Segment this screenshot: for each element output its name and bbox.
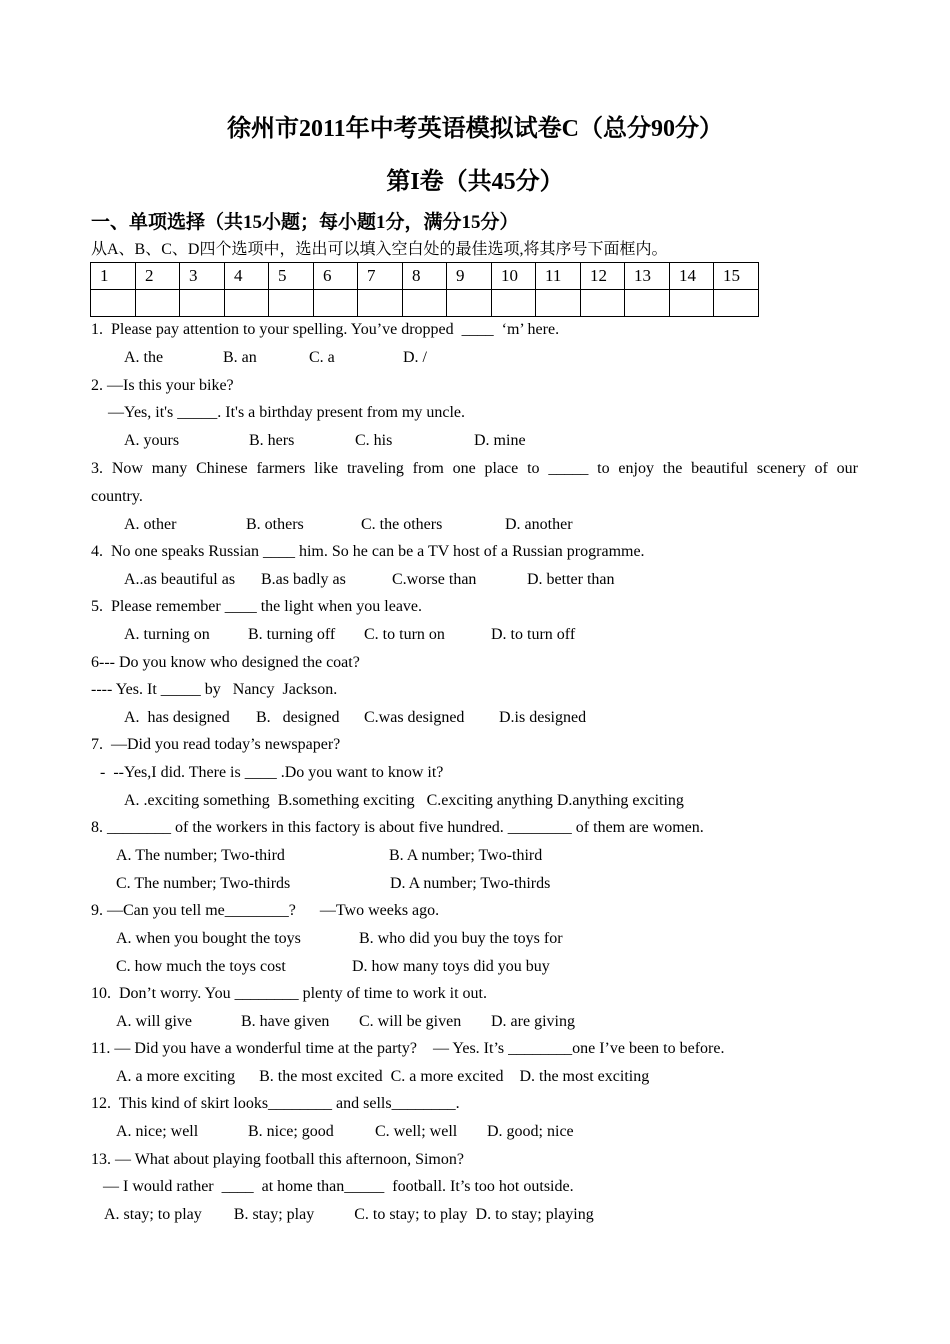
question-1-option-c: C. a [309,349,335,366]
question-8-stem: 8. ________ of the workers in this factory is about five hundred. ________ of them are women. [91,819,704,836]
question-2-stem: 2. —Is this your bike? [91,377,234,394]
question-3-option-d: D. another [505,516,573,533]
question-13-stem: 13. — What about playing football this afternoon, Simon? [91,1151,464,1168]
question-1-option-a: A. the [124,349,164,366]
question-7-stem: 7. —Did you read today’s newspaper? [91,736,341,753]
question-7-stem-line-2: - --Yes,I did. There is ____ .Do you want to know it? [100,764,444,781]
question-6-option-b: B. designed [256,709,340,726]
answer-blank-cell[interactable] [403,290,447,317]
question-3-stem: 3. Now many Chinese farmers like traveling from one place to _____ to enjoy the beautiful scenery of our [91,460,858,477]
answer-table-blank-row [91,290,759,317]
question-5-option-a: A. turning on [124,626,210,643]
answer-number-cell: 9 [447,263,492,290]
question-4-option-a: A..as beautiful as [124,571,236,588]
question-9-stem: 9. —Can you tell me________? —Two weeks ago. [91,902,440,919]
answer-blank-cell[interactable] [314,290,358,317]
answer-number-cell: 12 [581,263,625,290]
question-4-stem: 4. No one speaks Russian ____ him. So he can be a TV host of a Russian programme. [91,543,645,560]
answer-blank-cell[interactable] [447,290,492,317]
answer-number-cell: 13 [625,263,670,290]
answer-number-cell: 8 [403,263,447,290]
question-3-stem-line-2: country. [91,488,143,505]
question-12-option-d: D. good; nice [487,1123,574,1140]
answer-number-cell: 11 [536,263,581,290]
question-11-stem: 11. — Did you have a wonderful time at the party? — Yes. It’s ________one I’ve been to before. [91,1040,725,1057]
answer-number-cell: 3 [180,263,225,290]
question-6-option-d: D.is designed [499,709,587,726]
question-2-option-d: D. mine [474,432,526,449]
exam-title: 徐州市2011年中考英语模拟试卷C（总分90分） [226,116,723,142]
instruction-text: 从A、B、C、D四个选项中，选出可以填入空白处的最佳选项,将其序号下面框内。 [91,241,668,258]
answer-table [90,262,759,317]
question-1-option-b: B. an [223,349,257,366]
answer-blank-cell[interactable] [670,290,714,317]
question-6-option-a: A. has designed [124,709,230,726]
question-12-stem: 12. This kind of skirt looks________ and sells________. [91,1095,460,1112]
answer-number-cell: 4 [225,263,269,290]
answer-number-cell: 5 [269,263,314,290]
question-6-stem-line-2: ---- Yes. It _____ by Nancy Jackson. [91,681,338,698]
question-3-option-a: A. other [124,516,177,533]
answer-blank-cell[interactable] [714,290,759,317]
answer-blank-cell[interactable] [225,290,269,317]
answer-blank-cell[interactable] [358,290,403,317]
question-1-stem: 1. Please pay attention to your spelling. You’ve dropped ____ ‘m’ here. [91,321,560,338]
question-13-options: A. stay; to play B. stay; play C. to stay; to play D. to stay; playing [104,1206,594,1223]
question-8-option-d: D. A number; Two-thirds [390,875,551,892]
question-10-option-d: D. are giving [491,1013,575,1030]
answer-number-cell: 7 [358,263,403,290]
question-8-option-a: A. The number; Two-third [116,847,285,864]
answer-blank-cell[interactable] [625,290,670,317]
answer-number-cell: 6 [314,263,358,290]
question-9-option-d: D. how many toys did you buy [352,958,550,975]
question-5-stem: 5. Please remember ____ the light when you leave. [91,598,423,615]
section-heading: 一、单项选择（共15小题；每小题1分，满分15分） [91,212,519,233]
question-10-option-c: C. will be given [359,1013,462,1030]
question-3-option-c: C. the others [361,516,443,533]
question-10-stem: 10. Don’t worry. You ________ plenty of time to work it out. [91,985,487,1002]
question-13-stem-line-2: — I would rather ____ at home than_____ football. It’s too hot outside. [103,1178,574,1195]
question-4-option-c: C.worse than [392,571,477,588]
question-2-option-c: C. his [355,432,393,449]
answer-number-cell: 1 [91,263,136,290]
answer-blank-cell[interactable] [136,290,180,317]
question-3-option-b: B. others [246,516,304,533]
question-12-option-a: A. nice; well [116,1123,199,1140]
answer-blank-cell[interactable] [180,290,225,317]
part-title: 第I卷（共45分） [386,169,564,195]
answer-number-cell: 10 [492,263,536,290]
question-7-options: A. .exciting something B.something exciting C.exciting anything D.anything exciting [124,792,684,809]
question-8-option-c: C. The number; Two-thirds [116,875,291,892]
question-9-option-c: C. how much the toys cost [116,958,286,975]
question-1-option-d: D. / [403,349,427,366]
question-6-stem: 6--- Do you know who designed the coat? [91,654,360,671]
question-2-stem-line-2: —Yes, it's _____. It's a birthday present from my uncle. [108,404,465,421]
answer-number-cell: 14 [670,263,714,290]
question-12-option-c: C. well; well [375,1123,458,1140]
question-8-option-b: B. A number; Two-third [389,847,543,864]
question-11-options: A. a more exciting B. the most excited C. a more excited D. the most exciting [116,1068,650,1085]
question-5-option-c: C. to turn on [364,626,445,643]
question-5-option-b: B. turning off [248,626,336,643]
question-12-option-b: B. nice; good [248,1123,334,1140]
answer-blank-cell[interactable] [536,290,581,317]
answer-blank-cell[interactable] [269,290,314,317]
answer-number-cell: 2 [136,263,180,290]
question-10-option-b: B. have given [241,1013,330,1030]
answer-blank-cell[interactable] [91,290,136,317]
question-5-option-d: D. to turn off [491,626,576,643]
question-2-option-b: B. hers [249,432,295,449]
question-2-option-a: A. yours [124,432,180,449]
answer-number-cell: 15 [714,263,759,290]
question-4-option-d: D. better than [527,571,615,588]
answer-blank-cell[interactable] [492,290,536,317]
answer-blank-cell[interactable] [581,290,625,317]
question-9-option-a: A. when you bought the toys [116,930,301,947]
answer-table-number-row [91,263,759,290]
question-4-option-b: B.as badly as [261,571,346,588]
question-10-option-a: A. will give [116,1013,192,1030]
question-9-option-b: B. who did you buy the toys for [359,930,563,947]
question-6-option-c: C.was designed [364,709,465,726]
